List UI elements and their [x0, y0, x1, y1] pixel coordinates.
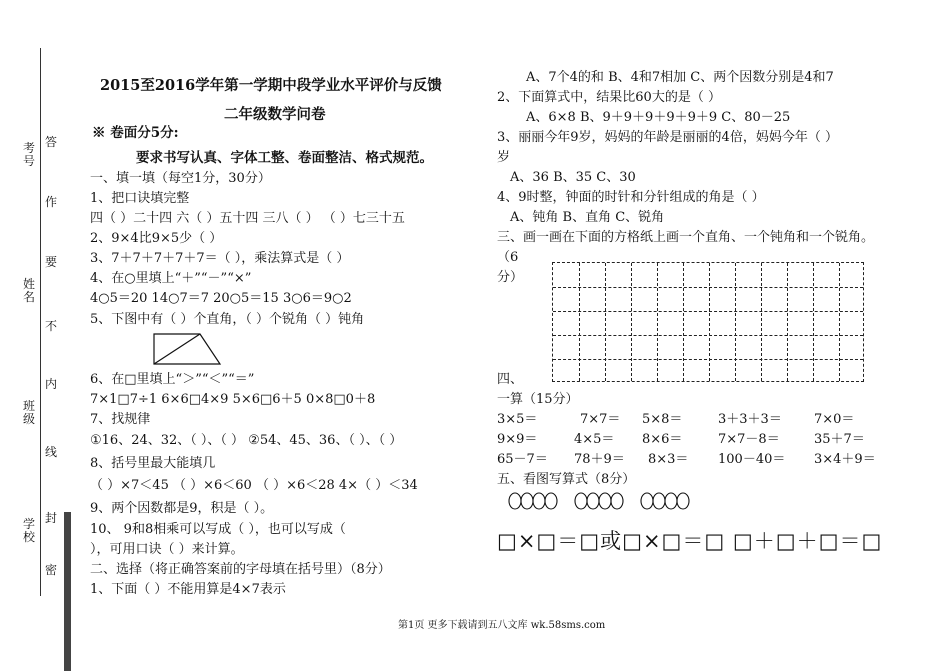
circle-object	[677, 493, 689, 509]
circle-groups-figure	[505, 490, 705, 512]
question-text: 1、下面（ ）不能用算是4×7表示	[90, 582, 286, 597]
calc-item: 65－7＝	[497, 452, 548, 467]
circle-object	[665, 493, 677, 509]
calc-item: 7×7－8＝	[718, 432, 780, 447]
grid-line	[553, 311, 863, 312]
grid-line	[839, 263, 840, 381]
grid-line	[553, 359, 863, 360]
grid-line	[657, 263, 658, 381]
margin-label-exam-no: 考号	[22, 141, 35, 168]
question-text: 1、把口诀填完整	[90, 191, 190, 206]
section-3-score: （6	[497, 250, 519, 265]
margin-label-school: 学校	[22, 517, 35, 544]
question-text: 2、9×4比9×5少（ ）	[90, 231, 223, 246]
seal-char: 不	[44, 319, 57, 333]
section-4-heading: 一算（15分）	[497, 392, 579, 407]
neatness-score: ※ 卷面分5分:	[92, 125, 179, 141]
calc-item: 8×6＝	[642, 432, 683, 447]
calc-item: 7×7＝	[580, 412, 621, 427]
section-2-heading: 二、选择（将正确答案前的字母填在括号里）（8分）	[90, 562, 391, 577]
question-text: 5、下图中有（ ）个直角，（ ）个锐角（ ）钝角	[90, 312, 365, 327]
calc-item: 3×4＋9＝	[814, 452, 876, 467]
trapezoid-figure	[150, 332, 222, 366]
section-5-heading: 五、看图写算式（8分）	[497, 472, 636, 487]
grid-line	[735, 263, 736, 381]
seal-char: 作	[44, 195, 57, 209]
seal-char: 封	[44, 511, 57, 525]
calc-item: 35＋7＝	[814, 432, 865, 447]
calc-item: 78＋9＝	[574, 452, 625, 467]
question-text: 4、9时整，钟面的时针和分针组成的角是（ ）	[497, 190, 765, 205]
circle-object	[575, 493, 587, 509]
seal-char: 答	[44, 135, 57, 149]
question-text: 4、在○里填上“＋”“－”“×”	[90, 271, 252, 286]
grid-line	[761, 263, 762, 381]
grid-line	[605, 263, 606, 381]
binding-bar	[64, 512, 71, 671]
grid-line	[553, 287, 863, 288]
section-3-score: 分）	[497, 270, 524, 285]
question-text: 四（ ）二十四 六（ ）五十四 三八（ ） （ ）七三十五	[90, 211, 405, 226]
circle-object	[521, 493, 533, 509]
circle-object	[653, 493, 665, 509]
circle-object	[545, 493, 557, 509]
seal-char: 密	[44, 563, 57, 577]
circle-object	[533, 493, 545, 509]
question-text: 4○5＝20 14○7＝7 20○5＝15 3○6＝9○2	[90, 291, 352, 306]
calc-item: 5×8＝	[642, 412, 683, 427]
question-text: 10、 9和8相乘可以写成（ ），也可以写成（	[90, 522, 346, 537]
question-text: 2、下面算式中，结果比60大的是（ ）	[497, 90, 721, 105]
question-text: 3、丽丽今年9岁，妈妈的年龄是丽丽的4倍，妈妈今年（ ）	[497, 130, 838, 145]
circle-object	[641, 493, 653, 509]
question-text: 7、找规律	[90, 412, 151, 427]
question-text: ），可用口诀（ ）来计算。	[90, 542, 244, 557]
circle-object	[599, 493, 611, 509]
option-text: A、36 B、35 C、30	[510, 170, 636, 185]
question-text: 3、7＋7＋7＋7＋7＝（ ），乘法算式是（ ）	[90, 251, 350, 266]
option-text: A、6×8 B、9＋9＋9＋9＋9＋9 C、80－25	[526, 110, 791, 125]
circle-object	[509, 493, 521, 509]
seal-char: 要	[44, 255, 57, 269]
grid-line	[579, 263, 580, 381]
binding-line	[40, 48, 41, 596]
question-text: 6、在□里填上“＞”“＜”“＝”	[90, 372, 255, 387]
calc-item: 3＋3＋3＝	[718, 412, 782, 427]
page-subtitle: 二年级数学问卷	[224, 106, 326, 123]
grid-line	[709, 263, 710, 381]
circle-object	[587, 493, 599, 509]
grid-line	[787, 263, 788, 381]
circle-object	[611, 493, 623, 509]
margin-label-class: 班级	[22, 399, 35, 426]
question-text: 9、两个因数都是9，积是（ ）。	[90, 501, 274, 516]
section-3-heading: 三、画一画在下面的方格纸上画一个直角、一个钝角和一个锐角。	[497, 230, 875, 245]
calc-item: 100－40＝	[718, 452, 786, 467]
grid-line	[631, 263, 632, 381]
option-text: A、7个4的和 B、4和7相加 C、两个因数分别是4和7	[526, 70, 834, 85]
margin-label-name: 姓名	[22, 277, 35, 304]
seal-char: 线	[44, 445, 57, 459]
neatness-requirement: 要求书写认真、字体工整、卷面整洁、格式规范。	[136, 150, 433, 166]
calc-item: 7×0＝	[814, 412, 855, 427]
grid-line	[683, 263, 684, 381]
drawing-grid[interactable]	[552, 262, 864, 382]
grid-line	[553, 335, 863, 336]
calc-item: 8×3＝	[648, 452, 689, 467]
question-text: ①16、24、32、（ ）、（ ） ②54、45、36、（ ）、（ ）	[90, 433, 403, 448]
section-1-heading: 一、填一填（每空1分，30分）	[90, 171, 271, 186]
calc-item: 4×5＝	[574, 432, 615, 447]
page-title: 2015至2016学年第一学期中段学业水平评价与反馈	[100, 77, 442, 94]
question-text: 岁	[497, 150, 511, 165]
grid-line	[813, 263, 814, 381]
question-text: 7×1□7÷1 6×6□4×9 5×6□6＋5 0×8□0＋8	[90, 392, 376, 407]
question-text: （ ）×7＜45 （ ）×6＜60 （ ）×6＜28 4×（ ）＜34	[90, 478, 418, 493]
question-text: 8、括号里最大能填几	[90, 456, 216, 471]
option-text: A、钝角 B、直角 C、锐角	[510, 210, 665, 225]
page-footer: 第1页 更多下载请到五八文库 wk.58sms.com	[398, 620, 606, 631]
answer-box-formula: □×□＝□或□×□＝□ □＋□＋□＝□	[497, 529, 883, 553]
calc-item: 9×9＝	[497, 432, 538, 447]
section-4-prefix: 四、	[497, 372, 524, 387]
seal-char: 内	[44, 377, 57, 391]
calc-item: 3×5＝	[497, 412, 538, 427]
